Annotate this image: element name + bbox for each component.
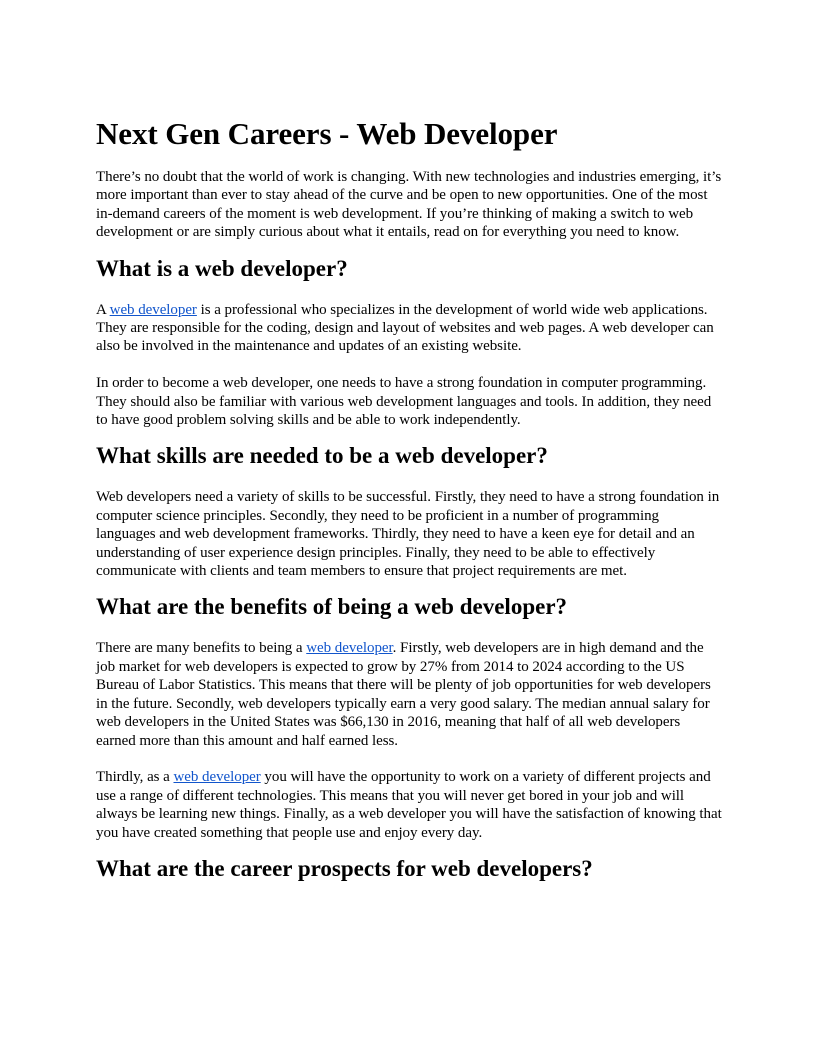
section-heading-benefits: What are the benefits of being a web developer? bbox=[96, 594, 568, 620]
text-span: There are many benefits to being a bbox=[96, 640, 307, 657]
web-developer-link[interactable]: web developer bbox=[306, 640, 393, 657]
text-span: Thirdly, as a bbox=[96, 769, 174, 786]
section-heading-career-prospects: What are the career prospects for web developers? bbox=[96, 855, 593, 881]
web-developer-link[interactable]: web developer bbox=[173, 769, 261, 786]
text-span: . Firstly, web developers are in high demand and the job market for web developers is expected to grow by 27% from 2014 to 2024 according to the US Bureau of Labor Statistics. This means that there will be plenty of job opportunities for web developers in the future. Secondly, web developers typically earn a very good salary. The median annual salary for web developers in the United States was $66,130 in 2016, meaning that half of all web developers earned more than this amount and half earned less. bbox=[96, 640, 711, 749]
document-page bbox=[96, 112, 722, 901]
text-span: A bbox=[96, 301, 110, 318]
benefits-paragraph-2 bbox=[96, 768, 722, 842]
what-is-paragraph-1 bbox=[96, 301, 722, 356]
text-span: is a professional who specializes in the development of world wide web applications. They are responsible for the coding, design and layout of websites and web pages. A web developer can also be involved in the maintenance and updates of an existing website. bbox=[96, 301, 714, 355]
benefits-paragraph-1 bbox=[96, 639, 722, 749]
intro-paragraph: There’s no doubt that the world of work is changing. With new technologies and industries emerging, it’s more important than ever to stay ahead of the curve and be open to new opportunities. One of the most in-demand careers of the moment is web development. If you’re thinking of making a switch to web development or are simply curious about what it entails, read on for everything you need to know. bbox=[96, 169, 722, 241]
text-span: you will have the opportunity to work on a variety of different projects and use a range of different technologies. This means that you will never get bored in your job and will always be learning new things. Finally, as a web developer you will have the satisfaction of knowing that you have created something that people use and enjoy every day. bbox=[96, 769, 722, 841]
skills-paragraph: Web developers need a variety of skills to be successful. Firstly, they need to have a strong foundation in computer science principles. Secondly, they need to be proficient in a number of programming languages and web development frameworks. Thirdly, they need to have a keen eye for detail and an understanding of user experience design principles. Finally, they need to be able to effectively communicate with clients and team members to ensure that project requirements are met. bbox=[96, 489, 720, 580]
section-heading-what-is: What is a web developer? bbox=[96, 255, 348, 281]
web-developer-link[interactable]: web developer bbox=[109, 301, 197, 318]
section-heading-skills: What skills are needed to be a web developer? bbox=[96, 443, 548, 469]
page-title: Next Gen Careers - Web Developer bbox=[96, 116, 558, 151]
what-is-paragraph-2: In order to become a web developer, one needs to have a strong foundation in computer programming. They should also be familiar with various web development languages and tools. In addition, they need to have good problem solving skills and be able to work independently. bbox=[96, 375, 712, 429]
